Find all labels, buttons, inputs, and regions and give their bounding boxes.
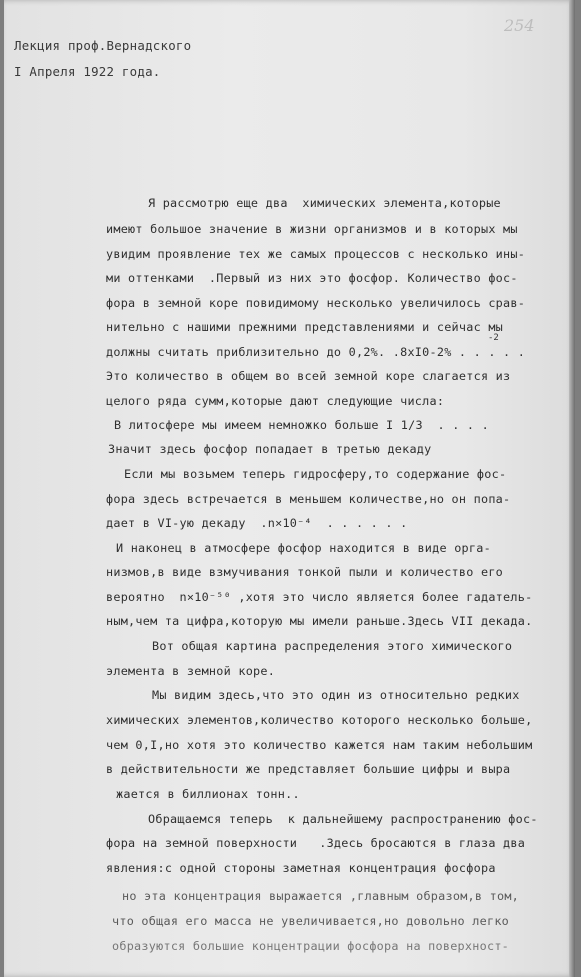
- text-line: дает в VI-ую декаду .n×10⁻⁴ . . . . . .: [106, 516, 408, 530]
- text-line: что общая его масса не увеличивается,но довольно легко: [112, 914, 510, 928]
- header-line-2: I Апреля 1922 года.: [14, 64, 161, 79]
- text-line: Мы видим здесь,что это один из относительно редких: [152, 688, 520, 702]
- page-edge-shadow: [569, 0, 575, 977]
- text-line: ми оттенками .Первый из них это фосфор. Количество фос-: [106, 271, 518, 285]
- text-line: имеют большое значение в жизни организмов и в которых мы: [106, 222, 518, 236]
- text-line: явления:с одной стороны заметная концентрация фосфора: [106, 861, 496, 875]
- text-line: увидим проявление тех же самых процессов с несколько ины-: [106, 247, 526, 261]
- page-number: 254: [504, 16, 535, 35]
- text-line: в действительности же представляет большие цифры и выра: [106, 762, 511, 776]
- text-line: Значит здесь фосфор попадает в третью декаду: [108, 442, 432, 456]
- header-line-1: Лекция проф.Вернадского: [14, 38, 192, 53]
- text-line: целого ряда сумм,которые дают следующие числа:: [106, 394, 445, 408]
- text-line: вероятно n×10⁻⁵⁰ ,хотя это число является более гадатель-: [106, 590, 533, 604]
- text-line: Я рассмотрю еще два химических элемента,которые: [148, 196, 501, 210]
- text-line: чем 0,I,но хотя это количество кажется нам таким небольшим: [106, 738, 533, 752]
- text-line: элемента в земной коре.: [106, 664, 276, 678]
- text-line: В литосфере мы имеем немножко больше I 1/3 . . . .: [114, 418, 489, 432]
- text-line: Вот общая картина распределения этого химического: [152, 639, 513, 653]
- text-line: Если мы возьмем теперь гидросферу,то содержание фос-: [124, 467, 507, 481]
- text-line: должны считать приблизительно до 0,2%. .8xI0-2% . . . . .: [106, 345, 526, 359]
- document-page: [4, 0, 575, 977]
- text-line: фора в земной коре повидимому несколько увеличилось срав-: [106, 296, 526, 310]
- text-line: но эта концентрация выражается ,главным образом,в том,: [122, 889, 520, 903]
- text-line: химических элементов,количество которого несколько больше,: [106, 713, 533, 727]
- text-line: жается в биллионах тонн..: [116, 787, 300, 801]
- text-line: Это количество в общем во всей земной коре слагается из: [106, 369, 511, 383]
- text-line: фора на земной поверхности .Здесь бросаются в глаза два: [106, 836, 526, 850]
- text-line: фора здесь встречается в меньшем количестве,но он попа-: [106, 492, 511, 506]
- text-line: И наконец в атмосфере фосфор находится в виде орга-: [116, 541, 491, 555]
- text-line: низмов,в виде взмучивания тонкой пыли и количество его: [106, 565, 504, 579]
- text-line: нительно с нашими прежними представлениями и сейчас мы: [106, 320, 504, 334]
- text-line: образуются большие концентрации фосфора на поверхност-: [112, 939, 510, 953]
- text-line: ным,чем та цифра,которую мы имели раньше.Здесь VII декада.: [106, 614, 533, 628]
- text-line: Обращаемся теперь к дальнейшему распространению фос-: [148, 812, 538, 826]
- handwritten-exponent: -2: [488, 333, 499, 343]
